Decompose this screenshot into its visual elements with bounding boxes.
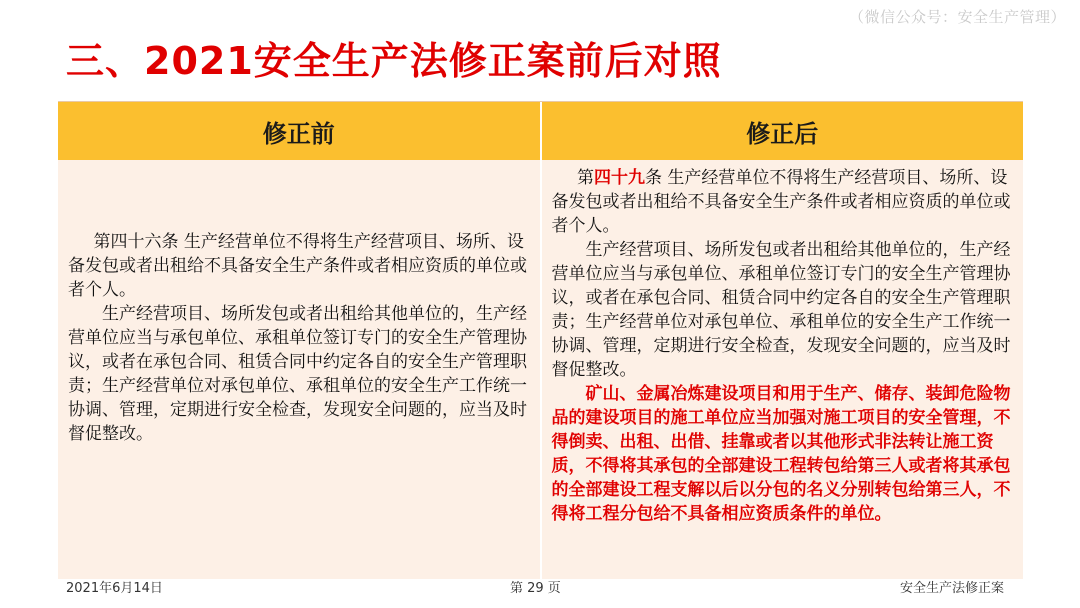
header-after: 修正后 [540,102,1024,160]
after-article-para3-new: 矿山、金属冶炼建设项目和用于生产、储存、装卸危险物品的建设项目的施工单位应当加强对施工项目的安全管理，不得倒卖、出租、出借、挂靠或者以其他形式非法转让施工资质，不得将其承包的全部建设工程转包给第三人或者将其承包的全部建设工程支解以后以分包的名义分别转包给第三人，不得将工程分包给不具备相应资质条件的单位。 [551,384,1011,524]
after-para1-prefix: 第 [577,168,594,188]
after-para1-rest: 条 生产经营单位不得将生产经营项目、场所、设备发包或者出租给不具备安全生产条件或者相应资质的单位或者个人。 [551,168,1011,236]
footer-document-name: 安全生产法修正案 [900,581,1005,596]
comparison-table [58,101,1023,579]
before-article-para1: 第四十六条 生产经营单位不得将生产经营项目、场所、设备发包或者出租给不具备安全生产条件或者相应资质的单位或者个人。 [68,231,527,300]
cell-before [58,160,540,579]
after-article-number: 四十九 [594,168,645,188]
cell-after [540,160,1024,579]
header-before: 修正前 [58,102,540,160]
table-header-row [58,102,1023,160]
after-article-para1 [552,166,1014,238]
after-article-para2: 生产经营项目、场所发包或者出租给其他单位的，生产经营单位应当与承包单位、承租单位签订专门的安全生产管理协议，或者在承包合同、租赁合同中约定各自的安全生产管理职责；生产经营单位对承包单位、承租单位的安全生产工作统一协调、管理，定期进行安全检查，发现安全问题的，应当及时督促整改。 [551,240,1011,380]
footer-date: 2021年6月14日 [66,581,163,596]
slide-title: 三、2021安全生产法修正案前后对照 [66,39,722,83]
footer-page-number: 第 29 页 [510,581,561,596]
slide-footer [0,577,1080,599]
before-article-para2: 生产经营项目、场所发包或者出租给其他单位的，生产经营单位应当与承包单位、承租单位签订专门的安全生产管理协议，或者在承包合同、租赁合同中约定各自的安全生产管理职责；生产经营单位对承包单位、承租单位的安全生产工作统一协调、管理，定期进行安全检查，发现安全问题的，应当及时督促整改。 [68,303,527,444]
watermark-text: （微信公众号：安全生产管理） [848,8,1066,26]
table-body-row [58,160,1023,579]
